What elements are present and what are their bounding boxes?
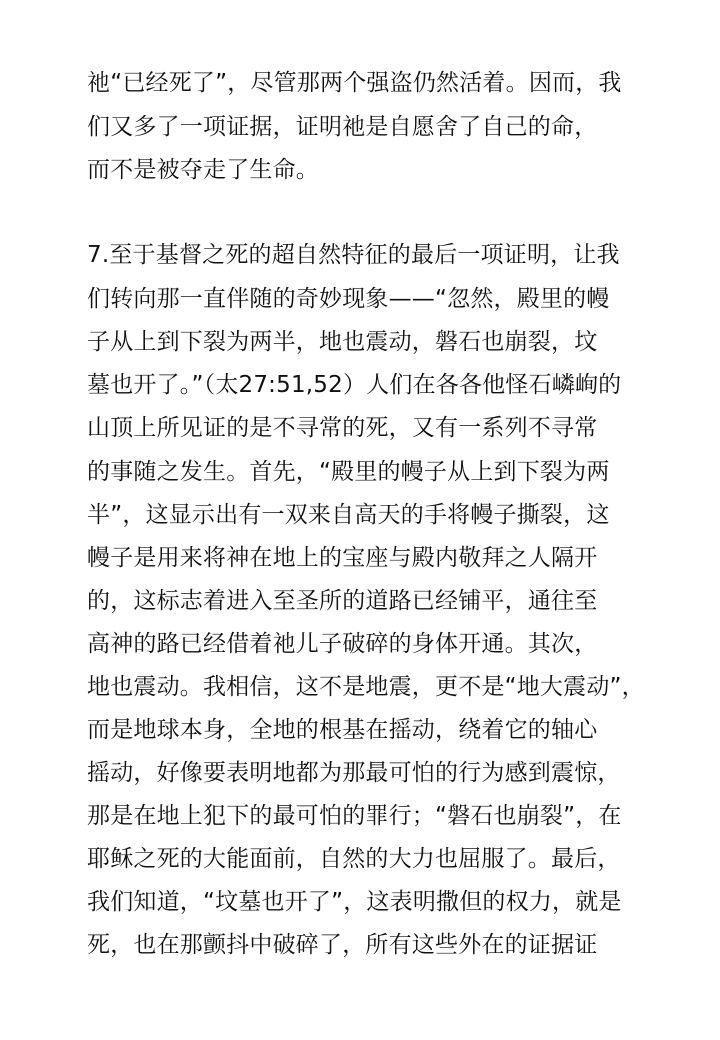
text-line: 祂“已经死了”，尽管那两个强盗仍然活着。因而，我 <box>87 70 622 96</box>
text-line: 摇动，好像要表明地都为那最可怕的行为感到震惊， <box>87 760 621 786</box>
text-line: 的，这标志着进入至圣所的道路已经铺平，通往至 <box>87 588 598 614</box>
text-line: 们又多了一项证据，证明祂是自愿舍了自己的命， <box>87 114 598 140</box>
text-line: 子从上到下裂为两半，地也震动，磐石也崩裂，坟 <box>87 329 598 355</box>
text-line: 而不是被夺走了生命。 <box>87 157 319 183</box>
text-line: 墓也开了。”（太27:51,52）人们在各各他怪石嶙峋的 <box>87 372 622 398</box>
text-line: 地也震动。我相信，这不是地震，更不是“地大震动”， <box>87 674 645 700</box>
text-line: 的事随之发生。首先，“殿里的幔子从上到下裂为两 <box>87 459 610 485</box>
text-line: 们转向那一直伴随的奇妙现象——“忽然，殿里的幔 <box>87 286 610 312</box>
text-line: 高神的路已经借着祂儿子破碎的身体开通。其次， <box>87 631 598 657</box>
text-line: 而是地球本身，全地的根基在摇动，绕着它的轴心 <box>87 717 598 743</box>
text-line: 我们知道，“坟墓也开了”，这表明撒但的权力，就是 <box>87 889 622 915</box>
text-line: 山顶上所见证的是不寻常的死，又有一系列不寻常 <box>87 415 598 441</box>
text-line: 7.至于基督之死的超自然特征的最后一项证明，让我 <box>87 242 620 268</box>
text-line: 死，也在那颤抖中破碎了，所有这些外在的证据证 <box>87 932 598 958</box>
text-line: 那是在地上犯下的最可怕的罪行；“磐石也崩裂”，在 <box>87 803 622 829</box>
text-line: 耶稣之死的大能面前，自然的大力也屈服了。最后， <box>87 846 621 872</box>
text-line: 半”，这显示出有一双来自高天的手将幔子撕裂，这 <box>87 502 610 528</box>
text-line: 幔子是用来将神在地上的宝座与殿内敬拜之人隔开 <box>87 545 598 571</box>
